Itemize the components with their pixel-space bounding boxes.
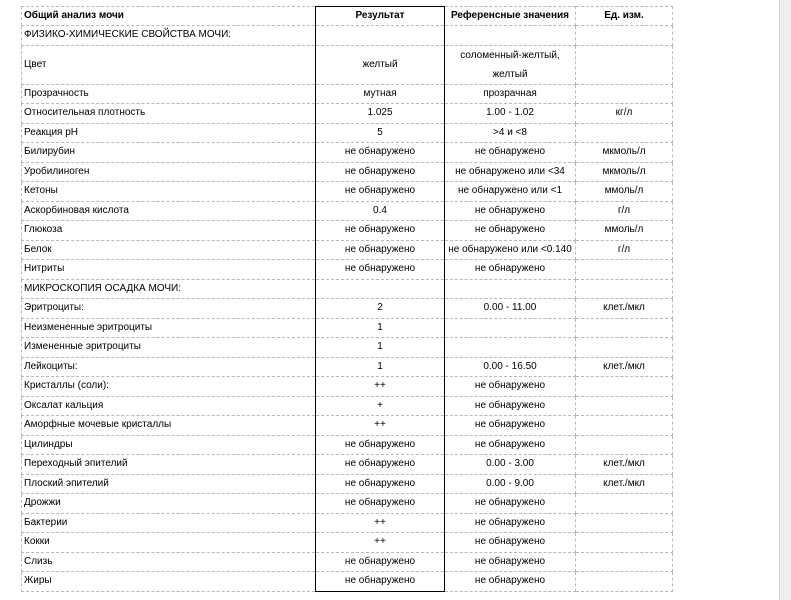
cell-result[interactable]: не обнаружено [316,260,445,280]
cell-reference[interactable]: не обнаружено [445,143,576,163]
cell-result[interactable]: не обнаружено [316,455,445,475]
cell-result[interactable]: ++ [316,533,445,553]
table-row [22,533,673,553]
cell-reference[interactable]: не обнаружено [445,416,576,436]
cell-result[interactable]: 5 [316,123,445,143]
cell-reference[interactable]: 1.00 - 1.02 [445,104,576,124]
cell-reference[interactable]: не обнаружено или <0.140 [445,240,576,260]
cell-unit[interactable] [576,84,673,104]
table-row [22,279,673,299]
cell-result[interactable]: мутная [316,84,445,104]
cell-name[interactable]: Аморфные мочевые кристаллы [22,416,316,436]
cell-name[interactable]: Плоский эпителий [22,474,316,494]
cell-unit[interactable]: мкмоль/л [576,143,673,163]
table-row [22,162,673,182]
cell-reference-text: соломенный-желтый, желтый [460,49,560,80]
header-unit[interactable]: Ед. изм. [576,7,673,26]
table-row [22,474,673,494]
cell-name[interactable]: Бактерии [22,513,316,533]
cell-unit[interactable] [576,26,673,46]
cell-result[interactable]: ++ [316,377,445,397]
cell-unit[interactable]: ммоль/л [576,221,673,241]
cell-result[interactable]: 0.4 [316,201,445,221]
cell-result[interactable]: не обнаружено [316,143,445,163]
spreadsheet [21,6,672,592]
table-row [22,260,673,280]
table-row [22,201,673,221]
table-row [22,26,673,46]
cell-unit[interactable] [576,45,673,84]
cell-unit[interactable]: клет./мкл [576,474,673,494]
cell-reference[interactable] [445,45,576,84]
cell-name[interactable]: Дрожжи [22,494,316,514]
cell-name[interactable]: Уробилиноген [22,162,316,182]
cell-name[interactable]: Эритроциты: [22,299,316,319]
cell-reference[interactable]: 0.00 - 16.50 [445,357,576,377]
cell-result[interactable]: 2 [316,299,445,319]
table-row [22,455,673,475]
table-row [22,84,673,104]
cell-unit[interactable] [576,396,673,416]
cell-result[interactable]: 1 [316,338,445,358]
cell-result[interactable]: не обнаружено [316,572,445,592]
table-row [22,357,673,377]
header-row [22,7,673,26]
cell-name[interactable]: Белок [22,240,316,260]
cell-name[interactable]: МИКРОСКОПИЯ ОСАДКА МОЧИ: [22,279,316,299]
table-row [22,572,673,592]
table-row [22,143,673,163]
cell-name[interactable]: Глюкоза [22,221,316,241]
cell-result[interactable]: ++ [316,513,445,533]
cell-name[interactable]: Кристаллы (соли): [22,377,316,397]
cell-reference[interactable]: не обнаружено [445,435,576,455]
cell-unit[interactable] [576,494,673,514]
cell-name[interactable]: Аскорбиновая кислота [22,201,316,221]
cell-reference[interactable] [445,318,576,338]
cell-reference[interactable]: не обнаружено или <34 [445,162,576,182]
cell-result[interactable]: не обнаружено [316,552,445,572]
cell-reference[interactable]: не обнаружено [445,221,576,241]
cell-unit[interactable]: г/л [576,240,673,260]
cell-unit[interactable] [576,318,673,338]
cell-result[interactable]: не обнаружено [316,182,445,202]
header-result[interactable]: Результат [316,7,445,26]
cell-unit[interactable]: г/л [576,201,673,221]
table-row [22,338,673,358]
cell-unit[interactable] [576,279,673,299]
cell-name[interactable]: Кетоны [22,182,316,202]
cell-reference[interactable]: 0.00 - 11.00 [445,299,576,319]
cell-unit[interactable] [576,123,673,143]
header-name[interactable]: Общий анализ мочи [22,7,316,26]
cell-reference[interactable]: не обнаружено [445,377,576,397]
cell-result[interactable]: не обнаружено [316,435,445,455]
table-row [22,396,673,416]
cell-unit[interactable]: ммоль/л [576,182,673,202]
table-row [22,182,673,202]
cell-unit[interactable] [576,513,673,533]
cell-reference[interactable] [445,26,576,46]
cell-result[interactable]: не обнаружено [316,474,445,494]
table-row [22,299,673,319]
cell-reference[interactable] [445,338,576,358]
vertical-scrollbar[interactable] [779,0,791,600]
cell-name[interactable]: Измененные эритроциты [22,338,316,358]
cell-name[interactable]: Нитриты [22,260,316,280]
cell-result[interactable]: 1.025 [316,104,445,124]
cell-name[interactable]: Кокки [22,533,316,553]
table-row [22,221,673,241]
cell-name[interactable]: Слизь [22,552,316,572]
cell-unit[interactable] [576,338,673,358]
cell-name[interactable]: ФИЗИКО-ХИМИЧЕСКИЕ СВОЙСТВА МОЧИ: [22,26,316,46]
cell-reference[interactable] [445,279,576,299]
cell-result[interactable]: 1 [316,357,445,377]
cell-unit[interactable]: клет./мкл [576,299,673,319]
cell-name[interactable]: Лейкоциты: [22,357,316,377]
cell-result[interactable]: + [316,396,445,416]
table-row [22,494,673,514]
cell-unit[interactable]: клет./мкл [576,455,673,475]
table-row [22,318,673,338]
table-body [22,26,673,592]
cell-unit[interactable]: мкмоль/л [576,162,673,182]
cell-name[interactable]: Переходный эпителий [22,455,316,475]
cell-name[interactable]: Реакция pH [22,123,316,143]
cell-reference[interactable]: >4 и <8 [445,123,576,143]
cell-name[interactable]: Билирубин [22,143,316,163]
cell-result[interactable] [316,26,445,46]
table-row [22,104,673,124]
cell-result[interactable]: ++ [316,416,445,436]
cell-name[interactable]: Цвет [22,45,316,84]
cell-result[interactable]: не обнаружено [316,494,445,514]
cell-unit[interactable]: кг/л [576,104,673,124]
cell-name[interactable]: Цилиндры [22,435,316,455]
cell-reference[interactable]: не обнаружено [445,396,576,416]
cell-reference[interactable]: не обнаружено или <1 [445,182,576,202]
cell-result[interactable] [316,279,445,299]
cell-result[interactable]: 1 [316,318,445,338]
cell-unit[interactable] [576,377,673,397]
cell-result[interactable]: желтый [316,45,445,84]
cell-name[interactable]: Оксалат кальция [22,396,316,416]
cell-unit[interactable] [576,572,673,592]
cell-reference[interactable]: не обнаружено [445,552,576,572]
table-row [22,552,673,572]
table-row [22,240,673,260]
table-row [22,45,673,84]
cell-reference[interactable]: 0.00 - 3.00 [445,455,576,475]
cell-unit[interactable] [576,260,673,280]
cell-unit[interactable] [576,435,673,455]
cell-unit[interactable] [576,533,673,553]
cell-result[interactable]: не обнаружено [316,162,445,182]
cell-reference[interactable]: прозрачная [445,84,576,104]
table-row [22,435,673,455]
cell-name[interactable]: Неизмененные эритроциты [22,318,316,338]
cell-name[interactable]: Относительная плотность [22,104,316,124]
cell-result[interactable]: не обнаружено [316,240,445,260]
cell-reference[interactable]: 0.00 - 9.00 [445,474,576,494]
cell-name[interactable]: Жиры [22,572,316,592]
table-row [22,416,673,436]
cell-reference[interactable]: не обнаружено [445,572,576,592]
cell-reference[interactable]: не обнаружено [445,260,576,280]
urinalysis-table [21,6,673,592]
cell-reference[interactable]: не обнаружено [445,513,576,533]
table-row [22,123,673,143]
header-reference[interactable]: Референсные значения [445,7,576,26]
cell-unit[interactable] [576,552,673,572]
cell-reference[interactable]: не обнаружено [445,201,576,221]
cell-reference[interactable]: не обнаружено [445,533,576,553]
cell-name[interactable]: Прозрачность [22,84,316,104]
cell-unit[interactable]: клет./мкл [576,357,673,377]
table-row [22,377,673,397]
cell-unit[interactable] [576,416,673,436]
cell-result[interactable]: не обнаружено [316,221,445,241]
table-row [22,513,673,533]
cell-reference[interactable]: не обнаружено [445,494,576,514]
